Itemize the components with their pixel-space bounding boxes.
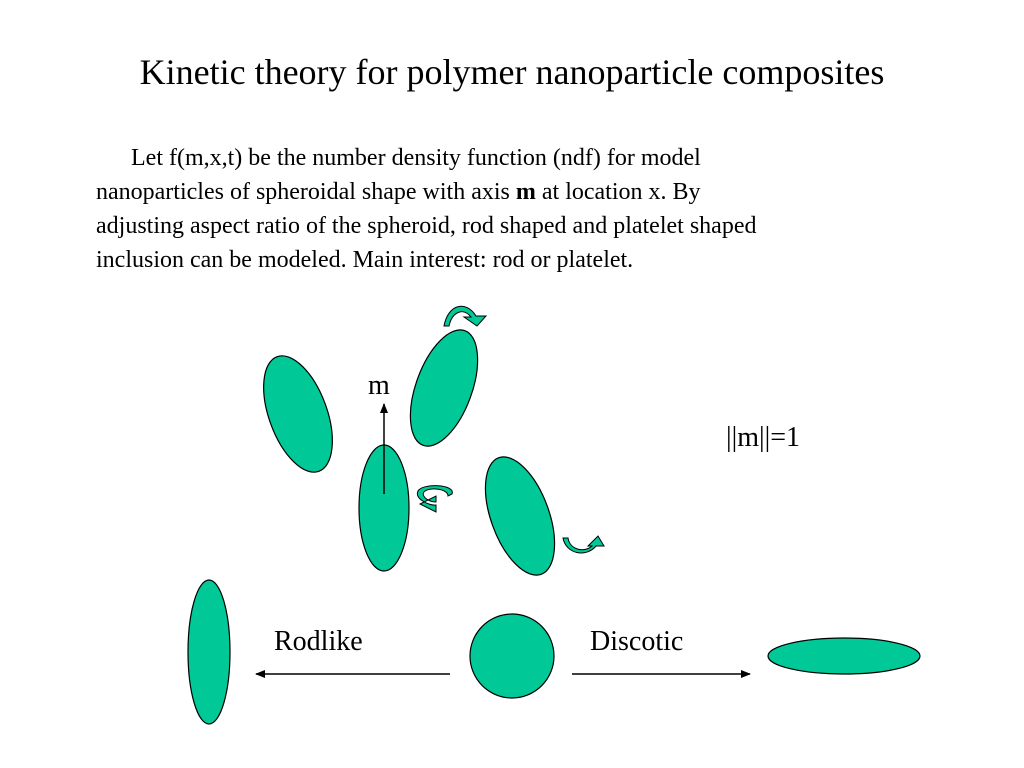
- rotation-arrow-top-icon: [444, 306, 486, 326]
- spheroid-tilted-left: [250, 347, 346, 481]
- sphere: [470, 614, 554, 698]
- paragraph-line-3: adjusting aspect ratio of the spheroid, rod shaped and platelet shaped: [96, 213, 757, 239]
- discotic-spheroid: [768, 638, 920, 674]
- axis-m-bold: m: [515, 179, 536, 205]
- spheroid-tilted-top: [397, 321, 491, 455]
- slide-title: Kinetic theory for polymer nanoparticle composites: [139, 52, 885, 92]
- axis-m-label: m: [368, 370, 390, 401]
- rodlike-spheroid: [188, 580, 230, 724]
- rotation-arrow-center-icon: [417, 486, 452, 512]
- rodlike-label: Rodlike: [274, 626, 363, 657]
- paragraph-line-1: Let f(m,x,t) be the number density function (ndf) for model: [131, 145, 701, 171]
- paragraph-line-2-start: nanoparticles of spheroidal shape with axis: [96, 179, 516, 205]
- spheroid-tilted-right: [472, 448, 569, 584]
- paragraph-line-2-end: at location x. By: [535, 179, 701, 205]
- paragraph-line-4: inclusion can be modeled. Main interest: rod or platelet.: [96, 247, 634, 273]
- rotation-arrow-right-icon: [563, 536, 604, 553]
- norm-label: ||m||=1: [726, 422, 800, 453]
- discotic-label: Discotic: [590, 626, 684, 657]
